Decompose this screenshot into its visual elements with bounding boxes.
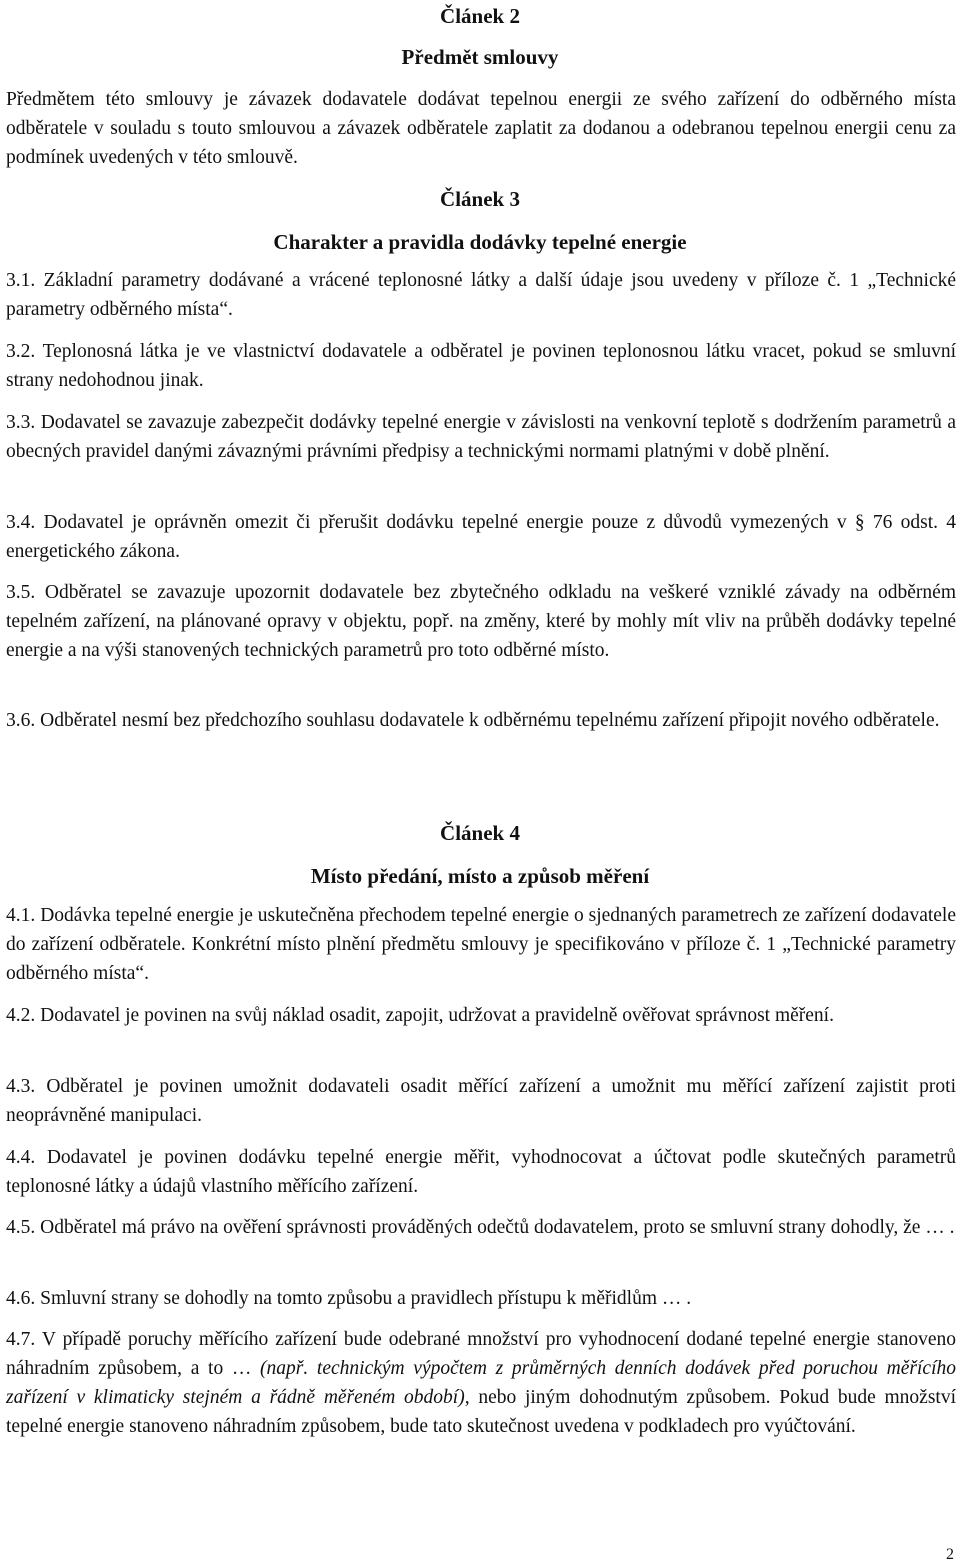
article-3-subtitle: Charakter a pravidla dodávky tepelné energie <box>273 230 687 254</box>
clause-4-3 <box>6 1072 956 1130</box>
clause-4-2 <box>6 1001 956 1030</box>
clause-4-5 <box>6 1213 956 1242</box>
clause-text: Dodavatel se zavazuje zabezpečit dodávky tepelné energie v závislosti na venkovní teplotě s dodržením parametrů a obecných pravidel danými závaznými právními předpisy a technickými normami platnými v době plnění. <box>6 412 957 462</box>
clause-text: Smluvní strany se dohodly na tomto způsobu a pravidlech přístupu k měřidlům … . <box>40 1288 692 1309</box>
article-4-subtitle: Místo předání, místo a způsob měření <box>310 864 650 888</box>
clause-number: 3.3. <box>6 412 36 433</box>
clause-number: 4.4. <box>6 1147 36 1168</box>
clause-3-3 <box>6 408 956 466</box>
article-4-title: Článek 4 <box>440 821 520 845</box>
clause-number: 4.2. <box>6 1005 36 1026</box>
clause-text: Odběratel má právo na ověření správnosti prováděných odečtů dodavatelem, proto se smluvní strany dohodly, že … . <box>40 1217 955 1238</box>
clause-4-6 <box>6 1284 956 1313</box>
clause-3-2 <box>6 337 956 395</box>
clause-number: 3.1. <box>6 270 36 291</box>
clause-text: nebo jiným dohodnutým způsobem. Pokud bude množství tepelné energie stanoveno náhradním způsobem, bude tato skutečnost uvedena v podkladech pro vyúčtování. <box>6 1387 956 1437</box>
page-number: 2 <box>946 1546 954 1563</box>
article-2-subtitle: Předmět smlouvy <box>401 45 559 69</box>
clause-text: Dodavatel je povinen na svůj náklad osadit, zapojit, udržovat a pravidelně ověřovat správnost měření. <box>40 1005 834 1026</box>
clause-text: Dodavatel je oprávněn omezit či přerušit dodávku tepelné energie pouze z důvodů vymezených v § 76 odst. 4 energetického zákona. <box>6 512 957 562</box>
article-2-paragraph: Předmětem této smlouvy je závazek dodavatele dodávat tepelnou energii ze svého zařízení do odběrného místa odběratele v souladu s touto smlouvou a závazek odběratele zaplatit za dodanou a odebranou tepelnou energii cenu za podmínek uvedených v této smlouvě. <box>6 89 956 168</box>
clause-text: V případě poruchy měřícího zařízení bude odebrané množství pro vyhodnocení dodané tepelné energie stanoveno náhradním způsobem, a to … <box>6 1329 957 1379</box>
clause-text: Teplonosná látka je ve vlastnictví dodavatele a odběratel je povinen teplonosnou látku vracet, pokud se smluvní strany nedohodnou jinak. <box>6 341 957 391</box>
clause-number: 3.5. <box>6 582 36 603</box>
clause-number: 3.4. <box>6 512 36 533</box>
clause-text: Odběratel nesmí bez předchozího souhlasu dodavatele k odběrnému tepelnému zařízení připojit nového odběratele. <box>40 710 940 731</box>
clause-4-1 <box>6 901 956 988</box>
article-3-title: Článek 3 <box>440 187 520 211</box>
clause-number: 3.2. <box>6 341 36 362</box>
clause-number: 4.1. <box>6 905 36 926</box>
clause-3-6 <box>6 706 956 735</box>
clause-3-1 <box>6 266 956 324</box>
article-2-title: Článek 2 <box>440 4 520 28</box>
clause-text: Dodávka tepelné energie je uskutečněna přechodem tepelné energie o sjednaných parametrech ze zařízení dodavatele do zařízení odběratele. Konkrétní místo plnění předmětu smlouvy je specifikováno v příloze č. 1 „Technické parametry odběrného místa“. <box>6 905 956 984</box>
clause-text: Odběratel se zavazuje upozornit dodavatele bez zbytečného odkladu na veškeré vzniklé závady na odběrném tepelném zařízení, na plánované opravy v objektu, popř. na změny, které by mohly mít vliv na průběh dodávky tepelné energie a na výši stanovených technických parametrů pro toto odběrné místo. <box>6 582 956 661</box>
clause-number: 4.6. <box>6 1288 36 1309</box>
clause-4-7 <box>6 1325 956 1441</box>
clause-number: 3.6. <box>6 710 36 731</box>
clause-number: 4.3. <box>6 1076 36 1097</box>
clause-4-4 <box>6 1143 956 1201</box>
clause-number: 4.7. <box>6 1329 36 1350</box>
clause-3-5 <box>6 578 956 665</box>
clause-text-italic: (např. technickým výpočtem z průměrných denních dodávek před poruchou měřícího zařízení v klimaticky stejném a řádně měřeném období), <box>6 1358 956 1408</box>
clause-text: Dodavatel je povinen dodávku tepelné energie měřit, vyhodnocovat a účtovat podle skutečných parametrů teplonosné látky a údajů vlastního měřícího zařízení. <box>6 1147 956 1197</box>
clause-text: Odběratel je povinen umožnit dodavateli osadit měřící zařízení a umožnit mu měřící zařízení zajistit proti neoprávněné manipulaci. <box>6 1076 957 1126</box>
clause-number: 4.5. <box>6 1217 36 1238</box>
clause-3-4 <box>6 508 956 566</box>
clause-text: Základní parametry dodávané a vrácené teplonosné látky a další údaje jsou uvedeny v příloze č. 1 „Technické parametry odběrného místa“. <box>6 270 957 320</box>
